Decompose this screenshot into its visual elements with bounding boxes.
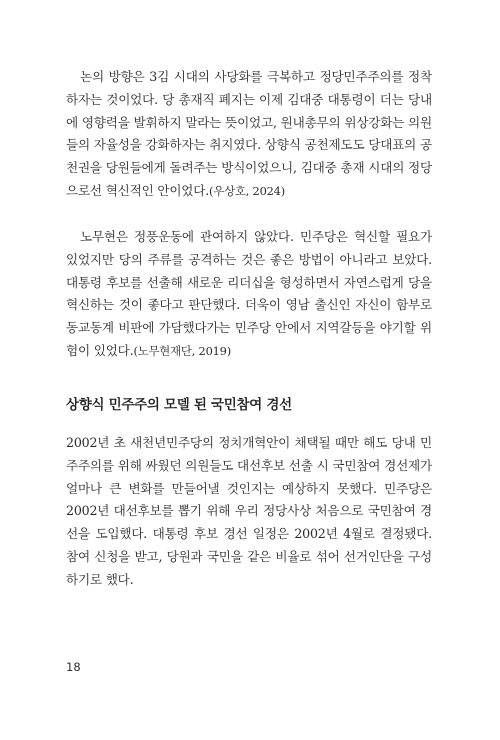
paragraph-1-citation: (우상호, 2024) <box>209 183 285 198</box>
paragraph-2-text: 노무현은 정풍운동에 관여하지 않았다. 민주당은 혁신할 필요가 있었지만 당의 주류를 공격하는 것은 좋은 방법이 아니라고 보았다. 대통령 후보를 선출해 새로운 리더십을 형성하면서 자연스럽게 당을 혁신하는 것이 좋다고 판단했다. 더욱이 영남 출신인 자신이 함부로 동교동계 비판에 가담했다가는 민주당 안에서 지역갈등을 야기할 위험이 있었다. <box>66 229 432 358</box>
body-paragraph-2 <box>66 226 432 363</box>
paragraph-1-text: 논의 방향은 3김 시대의 사당화를 극복하고 정당민주주의를 정착하자는 것이었다. 당 총재직 폐지는 이제 김대중 대통령이 더는 당내에 영향력을 발휘하지 말라는 뜻이었고, 원내총무의 위상강화는 의원들의 자율성을 강화하자는 취지였다. 상향식 공천제도도 당대표의 공천권을 당원들에게 돌려주는 방식이었으니, 김대중 총재 시대의 정당으로선 혁신적인 안이었다. <box>66 69 432 198</box>
body-paragraph-1 <box>66 66 432 203</box>
section-heading: 상향식 민주주의 모델 된 국민참여 경선 <box>66 397 292 413</box>
page-number: 18 <box>66 660 81 674</box>
section-body-paragraph: 2002년 초 새천년민주당의 정치개혁안이 채택될 때만 해도 당내 민주주의를 위해 싸웠던 의원들도 대선후보 선출 시 국민참여 경선제가 얼마나 큰 변화를 만들어낼 것인지는 예상하지 못했다. 민주당은 2002년 대선후보를 뽑기 위해 우리 정당사상 처음으로 국민참여 경선을 도입했다. 대통령 후보 경선 일정은 2002년 4월로 결정됐다. 참여 신청을 받고, 당원과 국민을 같은 비율로 섞어 선거인단을 구성하기로 했다. <box>66 435 432 587</box>
paragraph-2-citation: (노무현재단, 2019) <box>133 343 231 358</box>
